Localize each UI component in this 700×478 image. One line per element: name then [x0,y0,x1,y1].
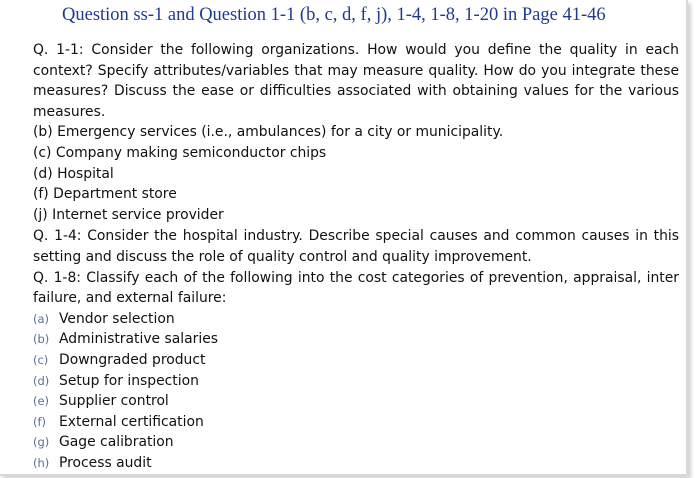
item-text: Setup for inspection [59,372,199,389]
question-1-1-item: (f) Department store [33,186,177,203]
item-text: Gage calibration [59,434,174,451]
question-1-1-item: (b) Emergency services (i.e., ambulances) for a city or municipality. [33,124,504,141]
question-1-8-item [33,329,679,350]
document-content [33,40,679,473]
question-1-1-item: (j) Internet service provider [33,206,224,223]
question-1-1-item: (c) Company making semiconductor chips [33,144,327,161]
question-1-8-item [33,371,679,392]
item-letter: (e) [33,394,50,409]
page-title: Question ss-1 and Question 1-1 (b, c, d, f, j), 1-4, 1-8, 1-20 in Page 41-46 [62,5,606,25]
item-letter: (a) [33,311,50,326]
item-text: External certification [59,413,204,430]
item-text: Supplier control [59,393,169,410]
item-letter: (c) [33,352,49,367]
question-1-8-item [33,432,679,453]
question-1-8: Q. 1-8: Classify each of the following into the cost categories of prevention, appraisal, inter failure, and external failure: [33,269,679,307]
question-1-1: Q. 1-1: Consider the following organizations. How would you define the quality in each context? Specify attributes/variables that may measure quality. How do you integrate these measures? Discuss the ease or difficulties associated with obtaining values for the various measures. [33,42,679,120]
question-1-8-item [33,309,679,330]
item-letter: (h) [33,455,50,470]
item-text: Vendor selection [59,310,175,327]
question-1-4: Q. 1-4: Consider the hospital industry. Describe special causes and common causes in this setting and discuss the role of quality control and quality improvement. [33,228,679,265]
item-text: Administrative salaries [59,331,218,348]
question-1-8-item [33,391,679,412]
item-letter: (f) [33,414,47,429]
question-1-1-item: (d) Hospital [33,165,114,182]
question-1-8-item [33,350,679,371]
item-letter: (g) [33,435,50,450]
question-1-8-item [33,412,679,433]
item-text: Process audit [59,454,152,471]
item-text: Downgraded product [59,351,206,368]
item-letter: (d) [33,373,50,388]
item-letter: (b) [33,332,50,347]
question-1-8-item [33,453,679,474]
